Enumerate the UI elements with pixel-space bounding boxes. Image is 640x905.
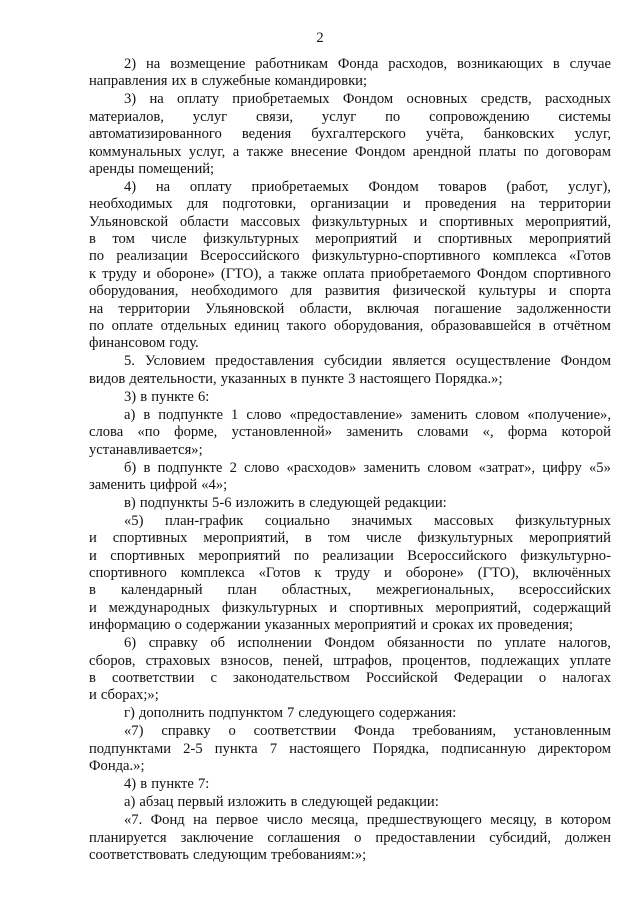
- paragraph: [89, 635, 611, 705]
- paragraph: [89, 513, 611, 635]
- page-number: 2: [316, 30, 324, 46]
- paragraph: [89, 389, 611, 406]
- text-line: аренды помещений;: [89, 160, 215, 177]
- text-line: материалов, услуг связи, услуг по сопровождению системы: [89, 108, 611, 125]
- text-line: 3) в пункте 6:: [124, 388, 210, 405]
- paragraph: [89, 794, 611, 811]
- text-line: на территории Ульяновской области, включая погашение задолженности: [89, 300, 611, 317]
- text-line: информацию о содержании указанных мероприятий и сроках их проведения;: [89, 617, 574, 634]
- text-line: а) абзац первый изложить в следующей редакции:: [124, 794, 439, 811]
- paragraph: [89, 407, 611, 459]
- paragraph: [89, 179, 611, 353]
- text-line: а) в подпункте 1 слово «предоставление» заменить словом «получение»,: [124, 406, 611, 423]
- text-line: слова «по форме, установленной» заменить словами «, форма которой: [89, 424, 611, 441]
- text-line: в соответствии с законодательством Российской Федерации о налогах: [89, 670, 611, 687]
- paragraph: [89, 353, 611, 388]
- text-line: устанавливается»;: [89, 441, 203, 458]
- text-line: Фонда.»;: [89, 758, 145, 775]
- text-line: коммунальных услуг, а также внесение Фондом арендной платы по договорам: [89, 143, 611, 160]
- text-line: заменить цифрой «4»;: [89, 476, 228, 493]
- text-line: оборудования, необходимого для развития физической культуры и спорта: [89, 283, 611, 300]
- paragraph: [89, 705, 611, 722]
- text-line: «7. Фонд на первое число месяца, предшествующего месяцу, в котором: [124, 812, 611, 829]
- text-line: соответствовать следующим требованиям:»;: [89, 846, 367, 863]
- text-line: по оплате отдельных единиц такого оборудования, образовавшейся в отчётном: [89, 318, 611, 335]
- text-line: б) в подпункте 2 слово «расходов» заменить словом «затрат», цифру «5»: [124, 459, 611, 476]
- text-line: 4) на оплату приобретаемых Фондом товаров (работ, услуг),: [124, 178, 611, 195]
- text-line: 5. Условием предоставления субсидии является осуществление Фондом: [124, 353, 611, 370]
- text-line: «5) план-график социально значимых массовых физкультурных: [124, 512, 611, 529]
- paragraph: [89, 495, 611, 512]
- text-line: финансовом году.: [89, 335, 199, 352]
- paragraph: [89, 460, 611, 495]
- text-line: в) подпункты 5-6 изложить в следующей редакции:: [124, 494, 447, 511]
- paragraph: [89, 91, 611, 178]
- text-line: и спортивных мероприятий по реализации Всероссийского физкультурно-: [89, 547, 611, 564]
- text-line: 3) на оплату приобретаемых Фондом основных средств, расходных: [124, 91, 611, 108]
- text-line: направления их в служебные командировки;: [89, 73, 368, 90]
- text-line: к труду и обороне» (ГТО), а также оплата приобретаемого Фондом спортивного: [89, 265, 611, 282]
- text-line: и сборах;»;: [89, 687, 159, 704]
- text-line: 4) в пункте 7:: [124, 776, 210, 793]
- text-line: «7) справку о соответствии Фонда требованиям, установленным: [124, 723, 611, 740]
- text-line: спортивного комплекса «Готов к труду и обороне» (ГТО), включённых: [89, 565, 611, 582]
- document-body: [89, 56, 611, 865]
- text-line: и международных физкультурных и спортивных мероприятий, содержащий: [89, 599, 611, 616]
- text-line: г) дополнить подпунктом 7 следующего содержания:: [124, 705, 457, 722]
- text-line: автоматизированного ведения бухгалтерского учёта, банковских услуг,: [89, 126, 611, 143]
- text-line: подпунктами 2-5 пункта 7 настоящего Порядка, подписанную директором: [89, 740, 611, 757]
- text-line: в том числе физкультурных мероприятий и спортивных мероприятий: [89, 231, 611, 248]
- paragraph: [89, 812, 611, 864]
- text-line: Ульяновской области массовых физкультурных и спортивных мероприятий,: [89, 213, 611, 230]
- paragraph: [89, 776, 611, 793]
- text-line: в календарный план областных, межрегиональных, всероссийских: [89, 582, 611, 599]
- text-line: необходимых для подготовки, организации и проведения на территории: [89, 196, 611, 213]
- paragraph: [89, 56, 611, 91]
- text-line: планируется заключение соглашения о предоставлении субсидий, должен: [89, 829, 611, 846]
- paragraph: [89, 723, 611, 775]
- text-line: 2) на возмещение работникам Фонда расходов, возникающих в случае: [124, 56, 611, 72]
- text-line: по реализации Всероссийского физкультурно-спортивного комплекса «Готов: [89, 248, 611, 265]
- text-line: 6) справку об исполнении Фондом обязанности по уплате налогов,: [124, 635, 611, 652]
- text-line: сборов, страховых взносов, пеней, штрафов, процентов, подлежащих уплате: [89, 652, 611, 669]
- text-line: видов деятельности, указанных в пункте 3 настоящего Порядка.»;: [89, 370, 503, 387]
- text-line: и спортивных мероприятий, в том числе физкультурных мероприятий: [89, 530, 611, 547]
